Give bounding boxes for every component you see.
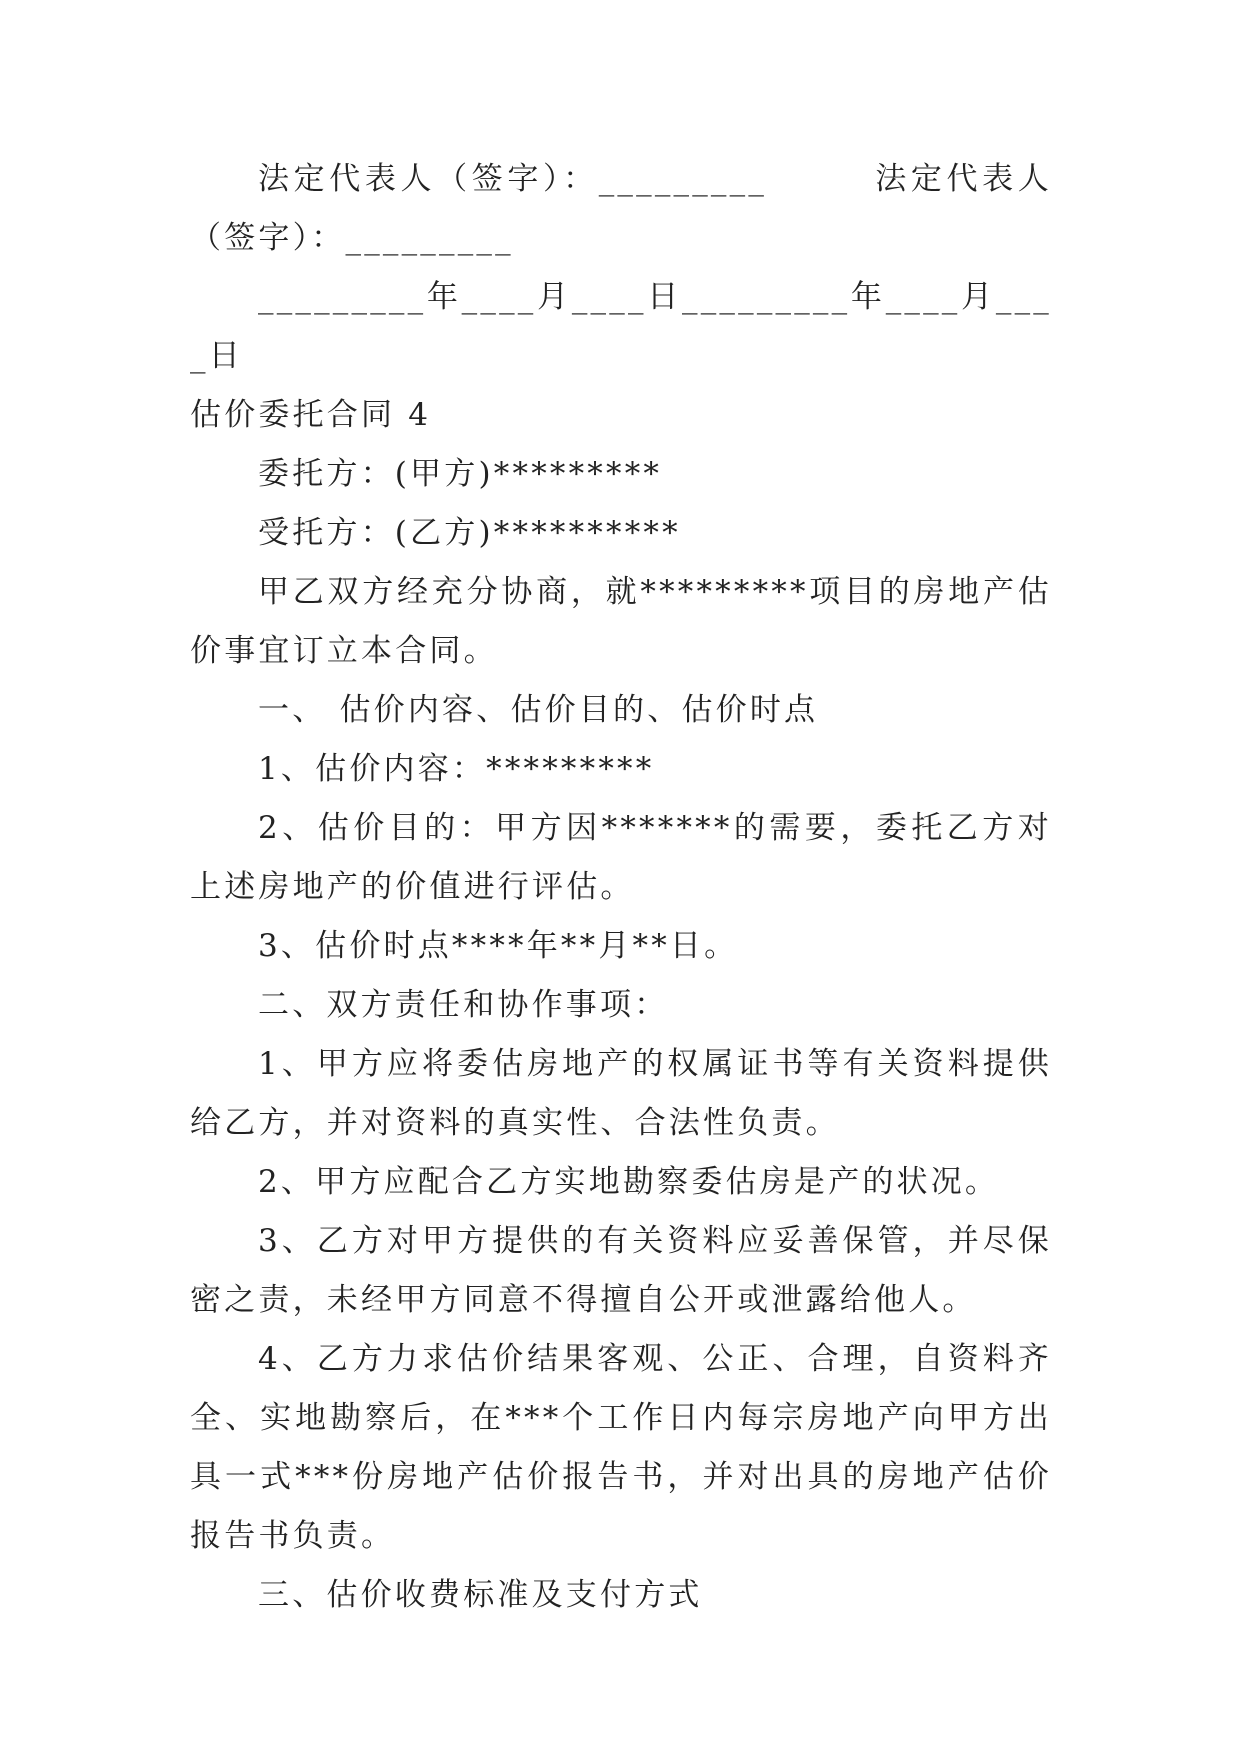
document-body [190,150,1052,1625]
signature-line: 法定代表人（签字）：_________ 法定代表人（签字）：_________ [190,161,1052,256]
section-heading-2: 二、双方责任和协作事项： [258,987,669,1023]
clause-1-3: 3、估价时点****年**月**日。 [258,928,739,964]
principal-party: 委托方：(甲方)********* [258,456,663,492]
clause-2-3: 3、乙方对甲方提供的有关资料应妥善保管，并尽保密之责，未经甲方同意不得擅自公开或泄露给他人。 [190,1223,1052,1318]
date-line: _________年____月____日_________年____月____日 [190,279,1052,374]
section-heading-3: 三、估价收费标准及支付方式 [258,1577,703,1613]
clause-1-2: 2、估价目的：甲方因*******的需要，委托乙方对上述房地产的价值进行评估。 [190,810,1052,905]
contract-title: 估价委托合同 4 [190,397,432,433]
agent-party: 受托方：(乙方)********** [258,515,681,551]
section-heading-1: 一、 估价内容、估价目的、估价时点 [258,692,819,728]
clause-2-1: 1、甲方应将委估房地产的权属证书等有关资料提供给乙方，并对资料的真实性、合法性负责。 [190,1046,1052,1141]
preamble-paragraph: 甲乙双方经充分协商，就*********项目的房地产估价事宜订立本合同。 [190,574,1052,669]
clause-1-1: 1、估价内容：********* [258,751,655,787]
clause-2-4: 4、乙方力求估价结果客观、公正、合理，自资料齐全、实地勘察后，在***个工作日内每宗房地产向甲方出具一式***份房地产估价报告书，并对出具的房地产估价报告书负责。 [190,1341,1052,1554]
clause-2-2: 2、甲方应配合乙方实地勘察委估房是产的状况。 [258,1164,1000,1200]
